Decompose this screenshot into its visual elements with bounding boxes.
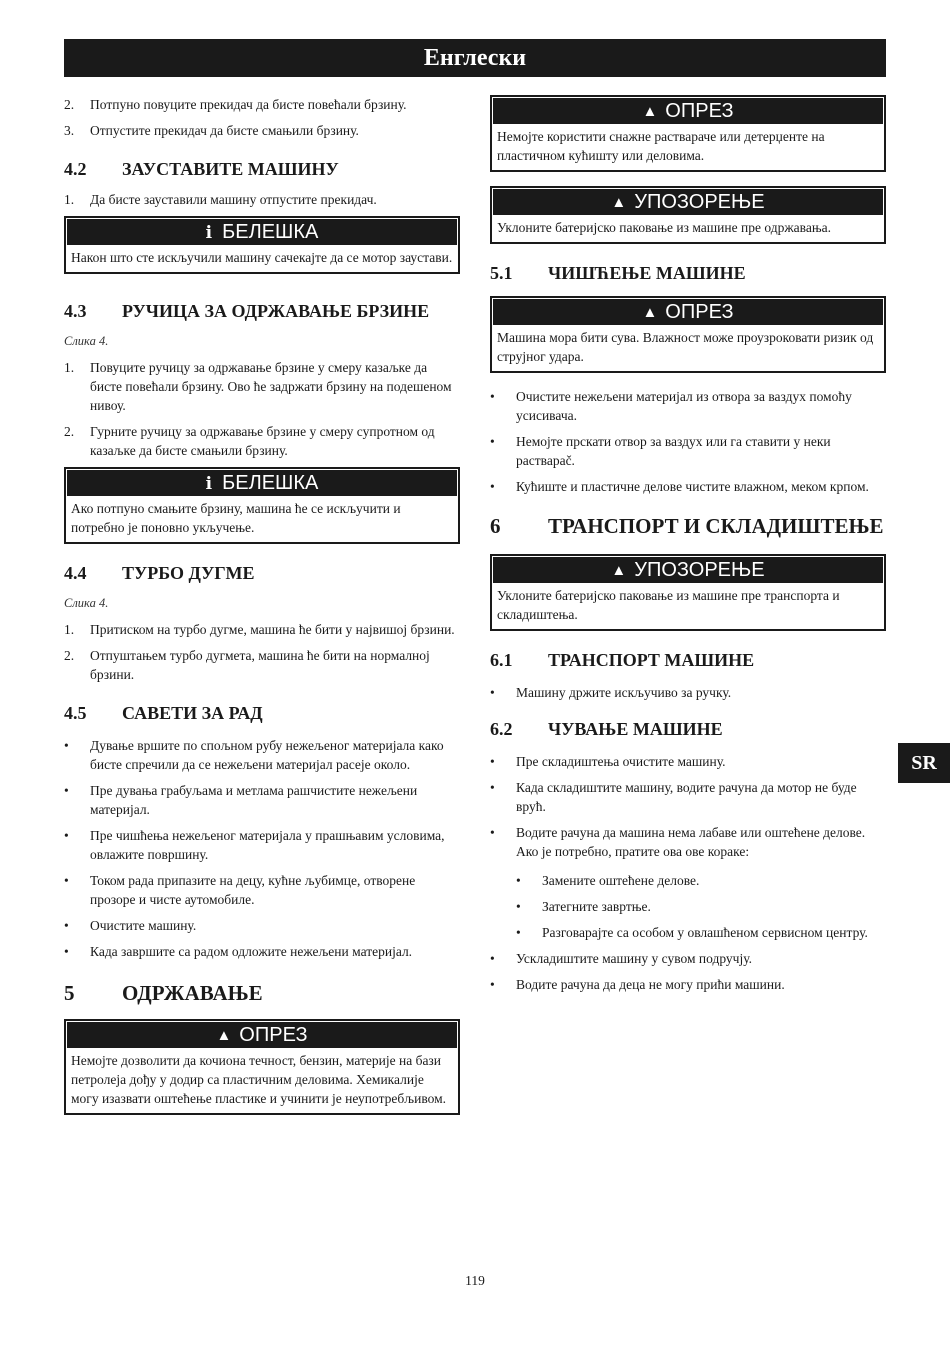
caution-box-title: ▲ ОПРЕЗ — [67, 1022, 457, 1048]
caution-box-title: ▲ ОПРЕЗ — [493, 299, 883, 325]
warning-triangle-icon: ▲ — [611, 194, 627, 211]
caution-box — [64, 1019, 460, 1115]
list-item: • Кућиште и пластичне делове чистите влажном, меком крпом. — [490, 479, 869, 494]
sub-list-item: • Затегните завртње. — [516, 899, 651, 914]
list-item: 3. Отпустите прекидач да бисте смањили брзину. — [64, 123, 359, 138]
figure-reference: Слика 4. — [64, 334, 109, 348]
note-box — [64, 467, 460, 544]
list-item: • Пре складиштења очистите машину. — [490, 754, 726, 769]
caution-box — [490, 95, 886, 172]
list-item: 2. Отпуштањем турбо дугмета, машина ће бити на нормалној брзини. — [64, 648, 430, 682]
warning-box-title: ▲ УПОЗОРЕЊЕ — [493, 557, 883, 583]
section-heading-4-3: 4.3 РУЧИЦА ЗА ОДРЖАВАЊЕ БРЗИНЕ — [64, 301, 430, 321]
list-item: • Током рада припазите на децу, кућне љубимце, отворене прозоре и чисте аутомобиле. — [64, 873, 416, 907]
warning-box-title: ▲ УПОЗОРЕЊЕ — [493, 189, 883, 215]
caution-box-text: Машина мора бити сува. Влажност може проузроковати ризик од струјног удара. — [497, 330, 874, 364]
section-heading-4-5: 4.5 САВЕТИ ЗА РАД — [64, 703, 263, 723]
list-item: • Водите рачуна да деца не могу прићи машини. — [490, 977, 785, 992]
caution-box-title: ▲ ОПРЕЗ — [493, 98, 883, 124]
section-heading-4-2: 4.2 ЗАУСТАВИТЕ МАШИНУ — [64, 159, 339, 179]
left-column — [64, 95, 460, 1115]
warning-box-text: Уклоните батеријско паковање из машине пре одржавања. — [497, 220, 831, 235]
page-number: 119 — [465, 1273, 485, 1288]
warning-triangle-icon: ▲ — [642, 103, 658, 120]
list-item: 1. Да бисте зауставили машину отпустите прекидач. — [64, 192, 377, 207]
caution-box-text: Немојте дозволити да кочиона течност, бензин, материје на бази петролеја дођу у додир са пластичним деловима. Хемикалије могу изазвати оштећење пластике и учинити је неупотребљивом. — [71, 1053, 447, 1106]
right-column — [490, 95, 886, 1001]
list-item: • Пре дувања грабуљама и метлама рашчистите нежељени материјал. — [64, 783, 418, 817]
list-item: • Пре чишћења нежељеног материјала у прашњавим условима, овлажите површину. — [64, 828, 445, 862]
list-item: • Дување вршите по спољном рубу нежељеног материјала како бисте спречили да се нежељени материјал расеје около. — [64, 738, 444, 772]
list-item: • Водите рачуна да машина нема лабаве или оштећене делове. Ако је потребно, пратите ова ове кораке: — [490, 825, 866, 859]
warning-box — [490, 186, 886, 244]
info-icon: i — [205, 474, 213, 494]
note-box-text: Након што сте искључили машину сачекајте да се мотор заустави. — [71, 250, 453, 265]
list-item: • Очистите машину. — [64, 918, 197, 933]
section-heading-6: 6 ТРАНСПОРТ И СКЛАДИШТЕЊЕ — [490, 514, 884, 538]
warning-triangle-icon: ▲ — [642, 304, 658, 321]
info-icon: i — [205, 223, 213, 243]
note-box — [64, 216, 460, 274]
sub-list-item: • Разговарајте са особом у овлашћеном сервисном центру. — [516, 925, 868, 940]
section-heading-5-1: 5.1 ЧИШЋЕЊЕ МАШИНЕ — [490, 263, 746, 283]
list-item: 1. Притиском на турбо дугме, машина ће бити у највишој брзини. — [64, 622, 455, 637]
list-item: 2. Потпуно повуците прекидач да бисте повећали брзину. — [64, 97, 407, 112]
note-box-text: Ако потпуно смањите брзину, машина ће се искључити и потребно је поновно укључење. — [71, 501, 401, 535]
section-heading-6-1: 6.1 ТРАНСПОРТ МАШИНЕ — [490, 650, 755, 670]
page-header: Енглески — [64, 39, 886, 77]
warning-triangle-icon: ▲ — [216, 1027, 232, 1044]
list-item: 2. Гурните ручицу за одржавање брзине у смеру супротном од казаљке да бисте смањили брзину. — [64, 424, 435, 458]
section-heading-4-4: 4.4 ТУРБО ДУГМЕ — [64, 563, 255, 583]
warning-box — [490, 554, 886, 631]
warning-box-text: Уклоните батеријско паковање из машине пре транспорта и складиштења. — [497, 588, 840, 622]
list-item: 1. Повуците ручицу за одржавање брзине у смеру казаљке да бисте повећали брзину. Ово ће задржати брзину на подешеном нивоу. — [64, 360, 452, 413]
note-box-title: i БЕЛЕШКА — [67, 219, 457, 245]
list-item: • Када складиштите машину, водите рачуна да мотор не буде врућ. — [490, 780, 857, 814]
section-heading-5: 5 ОДРЖАВАЊЕ — [64, 981, 263, 1005]
caution-box — [490, 296, 886, 373]
list-item: • Када завршите са радом одложите нежељени материјал. — [64, 944, 413, 959]
figure-reference: Слика 4. — [64, 596, 109, 610]
note-box-title: i БЕЛЕШКА — [67, 470, 457, 496]
list-item: • Машину држите искључиво за ручку. — [490, 685, 732, 700]
caution-box-text: Немојте користити снажне раствараче или детерџенте на пластичном кућишту или деловима. — [497, 129, 825, 163]
sub-list-item: • Замените оштећене делове. — [516, 873, 700, 888]
section-heading-6-2: 6.2 ЧУВАЊЕ МАШИНЕ — [490, 719, 723, 739]
list-item: • Немојте прскати отвор за ваздух или га ставити у неки раствараč. — [490, 434, 831, 468]
language-tab: SR — [898, 743, 950, 783]
list-item: • Ускладиштите машину у сувом подручју. — [490, 951, 752, 966]
warning-triangle-icon: ▲ — [611, 562, 627, 579]
list-item: • Очистите нежељени материјал из отвора за ваздух помоћу усисивача. — [490, 389, 852, 423]
